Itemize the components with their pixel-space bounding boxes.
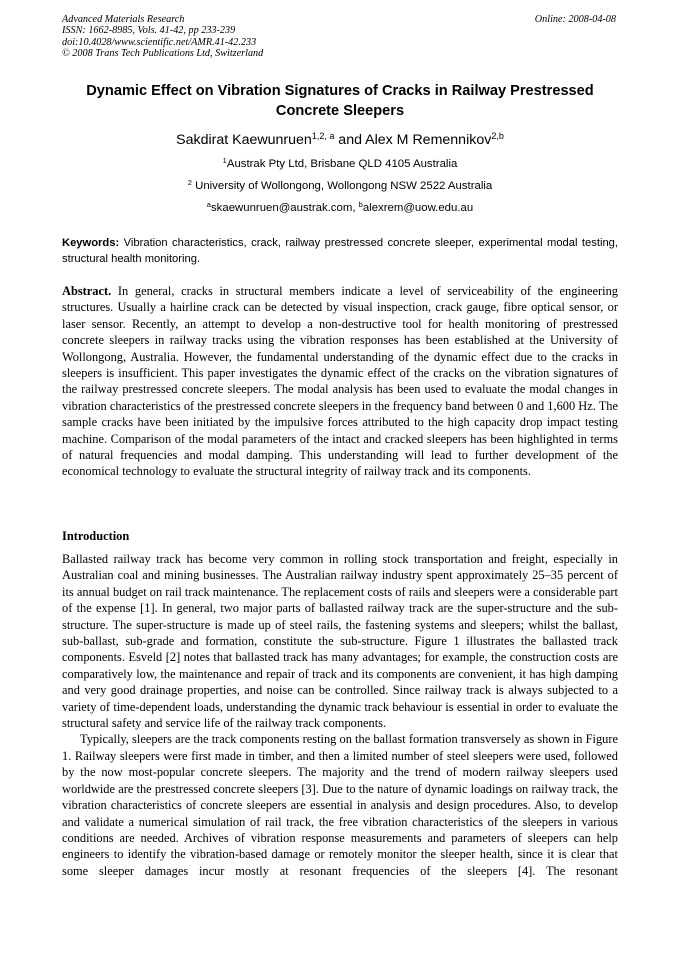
- introduction-body: [62, 551, 618, 879]
- author-conjunction: and: [334, 132, 366, 148]
- email-2[interactable]: alexrem@uow.edu.au: [362, 202, 474, 214]
- online-date: Online: 2008-04-08: [534, 14, 616, 25]
- intro-paragraph-2: Typically, sleepers are the track components resting on the ballast formation transversely as shown in Figure 1. Railway sleepers were first made in timber, and then a limited number of steel sleepers were used, followed by the now most-popular concrete sleepers. The majority and the trend of modern railway sleepers used worldwide are the prestressed concrete sleepers [3]. Due to the nature of dynamic loadings on railway track, the vibration characteristics of concrete sleepers are essential in analysis and design procedures. Also, to develop and validate a numerical simulation of rail track, the free vibration characteristics of the sleepers in various conditions are needed. Archives of vibration response measurements and parameters of sleepers can help engineers to identify the vibration-based damage or remotely monitor the sleeper health, since it is clear that some sleeper damages incur mostly at resonant frequencies of the sleepers [4]. The resonant: [62, 732, 618, 878]
- affiliation-2-text: University of Wollongong, Wollongong NSW 2522 Australia: [191, 180, 493, 192]
- author-2-affiliation: 2,b: [491, 131, 504, 141]
- author-1-affiliation: 1,2, a: [311, 131, 335, 141]
- doi-line: doi:10.4028/www.scientific.net/AMR.41-42.233: [62, 36, 257, 48]
- affiliation-1-text: Austrak Pty Ltd, Brisbane QLD 4105 Australia: [226, 158, 458, 170]
- copyright-line: © 2008 Trans Tech Publications Ltd, Switzerland: [62, 48, 264, 60]
- keywords-text: Vibration characteristics, crack, railway prestressed concrete sleeper, experimental modal testing, structural health monitoring.: [62, 237, 618, 266]
- abstract-text: In general, cracks in structural members indicate a level of serviceability of the engineering structures. Usually a hairline crack can be detected by visual inspection, crack gauge, fibre optical sensor, or laser sensor. Recently, an attempt to develop a non-destructive tool for health monitoring of prestressed concrete sleepers in railway tracks using the vibration responses has been established at the University of Wollongong, Australia. However, the fundamental understanding of the dynamic effect due to the cracks in sleepers is insufficient. This paper investigates the dynamic effect of the cracks on the vibration signatures of the railway prestressed concrete sleepers. The modal analysis has been used to evaluate the modal changes in vibration characteristics of the prestressed concrete sleepers in the frequency band between 0 and 1,600 Hz. The sample cracks have been initiated by the impulsive forces attributed to the high capacity drop impact testing machine. Comparison of the modal parameters of the intact and cracked sleepers has been highlighted in terms of natural frequencies and modal damping. This understanding will lead to further development of the economical technology to evaluate the structural integrity of railway track and its components.: [62, 284, 618, 479]
- affiliation-1-marker: 1: [222, 156, 227, 165]
- affiliation-1: [62, 157, 618, 171]
- email-1-marker: a: [206, 200, 211, 209]
- affiliation-2: [62, 179, 618, 193]
- author-emails: [62, 201, 618, 215]
- author-2: Alex M Remennikov: [365, 132, 492, 148]
- keywords-label: Keywords:: [62, 237, 120, 249]
- author-1: Sakdirat Kaewunruen: [176, 132, 312, 148]
- keywords-block: [62, 235, 618, 267]
- email-1[interactable]: skaewunruen@austrak.com,: [210, 202, 359, 214]
- section-heading-introduction: Introduction: [62, 529, 130, 543]
- author-line: [62, 131, 618, 149]
- intro-paragraph-1: Ballasted railway track has become very common in rolling stock transportation and freight, especially in Australian coal and mining businesses. The Australian railway industry spent approximately 25–35 percent of its annual budget on rail track maintenance. The replacement costs of rails and sleepers were a considerable part of the expense [1]. In general, two major parts of ballasted railway track are the super-structure and the sub-structure. The super-structure is made up of steel rails, the fastening systems and sleepers; whilst the ballast, sub-ballast, sub-grade and formation, constitute the sub-structure. Figure 1 illustrates the ballasted track components. Esveld [2] notes that ballasted track has many advantages; for example, the construction costs are comparatively low, the maintenance and repair of track and its components are convenient, it has high damping and very good drainage properties, and noise can be controlled. Since railway track is always subjected to a variety of time-dependent loads, understanding the dynamic track behaviour is essential in order to evaluate the structural safety and service life of the railway track components.: [62, 552, 618, 731]
- journal-header: [62, 14, 618, 60]
- email-2-marker: b: [358, 200, 363, 209]
- abstract-block: [62, 283, 618, 480]
- issn-line: ISSN: 1662-8985, Vols. 41-42, pp 233-239: [62, 25, 236, 37]
- affiliation-2-marker: 2: [187, 178, 192, 187]
- journal-name: Advanced Materials Research: [62, 14, 185, 25]
- abstract-label: Abstract.: [62, 284, 112, 298]
- paper-title: Dynamic Effect on Vibration Signatures of Cracks in Railway Prestressed Concrete Sleepers: [86, 83, 594, 119]
